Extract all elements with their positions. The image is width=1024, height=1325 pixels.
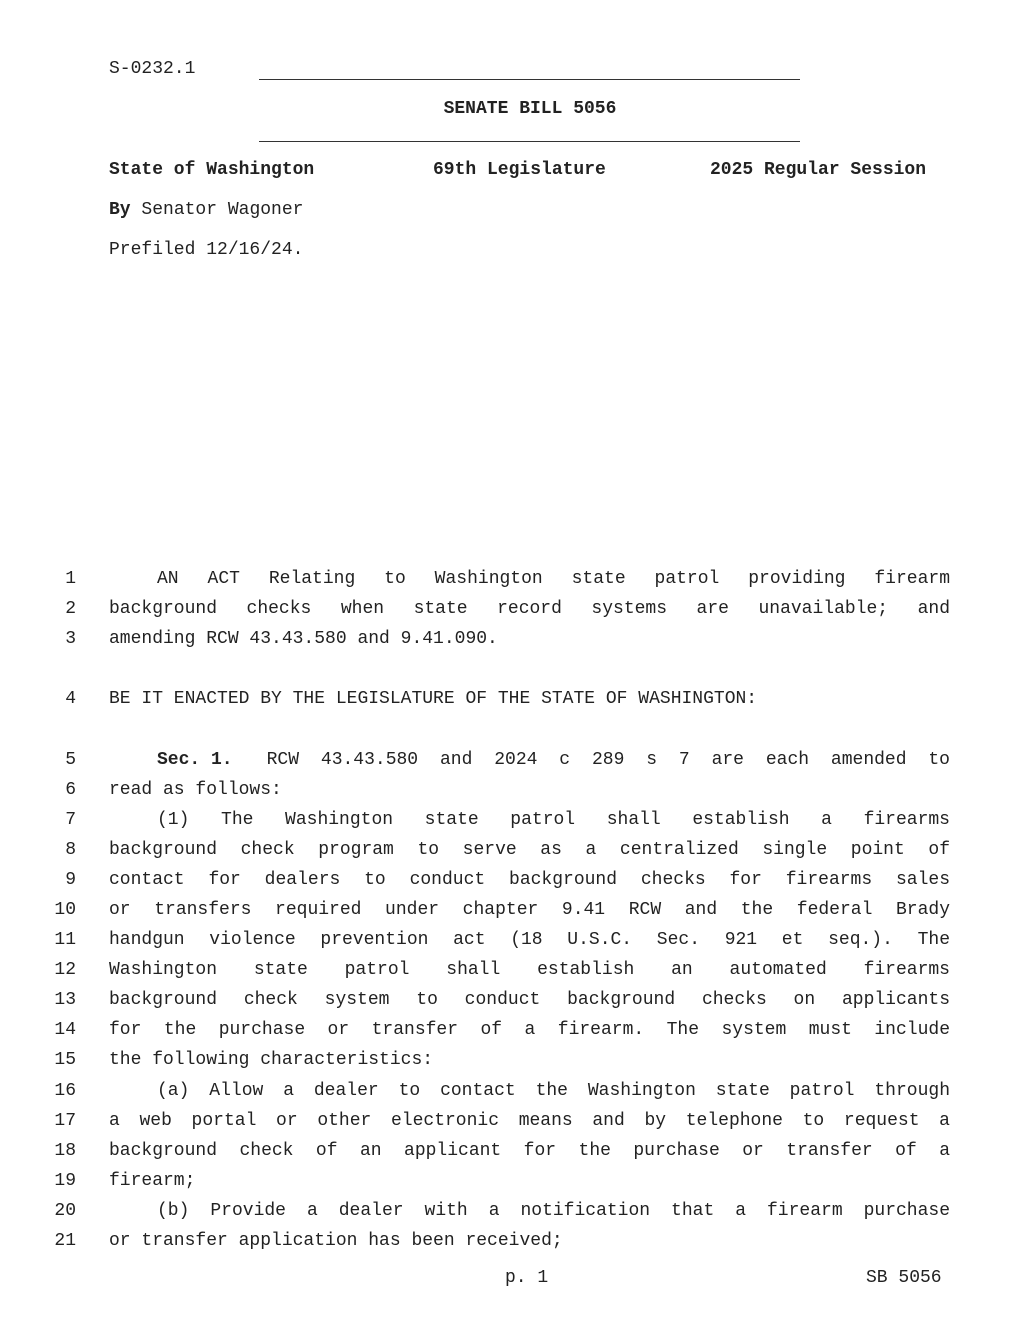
by-label: By — [109, 200, 131, 220]
session-label: 2025 Regular Session — [710, 160, 927, 180]
body-line: (b) Provide a dealer with a notification that a firearm purchase — [157, 1201, 950, 1221]
section-heading-line — [109, 750, 950, 770]
line-number: 6 — [65, 780, 76, 800]
line-number: 19 — [54, 1171, 76, 1191]
line-number: 11 — [54, 930, 76, 950]
body-line: background check of an applicant for the purchase or transfer of a — [109, 1141, 950, 1161]
line-number: 13 — [54, 990, 76, 1010]
section-label: Sec. 1. — [157, 750, 233, 770]
body-line: AN ACT Relating to Washington state patrol providing firearm — [157, 569, 950, 589]
line-number: 9 — [65, 870, 76, 890]
bill-title: SENATE BILL 5056 — [443, 99, 617, 119]
line-number: 15 — [54, 1050, 76, 1070]
body-line: a web portal or other electronic means and by telephone to request a — [109, 1111, 950, 1131]
line-number: 21 — [54, 1231, 76, 1251]
footer-bill-id: SB 5056 — [866, 1268, 942, 1288]
line-number: 14 — [54, 1020, 76, 1040]
line-number: 2 — [65, 599, 76, 619]
line-number: 1 — [65, 569, 76, 589]
line-number: 10 — [54, 900, 76, 920]
body-line: handgun violence prevention act (18 U.S.C. Sec. 921 et seq.). The — [109, 930, 950, 950]
line-number: 18 — [54, 1141, 76, 1161]
line-number: 20 — [54, 1201, 76, 1221]
bottom-rule — [259, 141, 800, 142]
sponsor-name: Senator Wagoner — [141, 200, 304, 220]
line-number: 4 — [65, 689, 76, 709]
page-number: p. 1 — [505, 1268, 549, 1288]
enacting-clause: BE IT ENACTED BY THE LEGISLATURE OF THE STATE OF WASHINGTON: — [109, 689, 758, 709]
state-label: State of Washington — [109, 160, 315, 180]
prefiled-date: Prefiled 12/16/24. — [109, 240, 304, 260]
body-line: or transfer application has been received; — [109, 1231, 563, 1251]
top-rule — [259, 79, 800, 80]
line-number: 17 — [54, 1111, 76, 1131]
line-number: 8 — [65, 840, 76, 860]
line-number: 3 — [65, 629, 76, 649]
body-line: contact for dealers to conduct background checks for firearms sales — [109, 870, 950, 890]
body-line: for the purchase or transfer of a firearm. The system must include — [109, 1020, 950, 1040]
body-line: or transfers required under chapter 9.41 RCW and the federal Brady — [109, 900, 950, 920]
body-line: (a) Allow a dealer to contact the Washington state patrol through — [157, 1081, 950, 1101]
body-line: read as follows: — [109, 780, 282, 800]
legislature-label: 69th Legislature — [433, 160, 606, 180]
line-number: 5 — [65, 750, 76, 770]
body-line: the following characteristics: — [109, 1050, 434, 1070]
sponsor-line — [109, 200, 303, 220]
bill-code: S-0232.1 — [109, 59, 196, 79]
line-number: 12 — [54, 960, 76, 980]
body-line: background checks when state record systems are unavailable; and — [109, 599, 950, 619]
body-line: RCW 43.43.580 and 2024 c 289 s 7 are each amended to — [266, 750, 950, 770]
body-line: firearm; — [109, 1171, 196, 1191]
body-line: (1) The Washington state patrol shall establish a firearms — [157, 810, 950, 830]
body-line: background check system to conduct background checks on applicants — [109, 990, 950, 1010]
body-line: Washington state patrol shall establish an automated firearms — [109, 960, 950, 980]
line-number: 16 — [54, 1081, 76, 1101]
body-line: background check program to serve as a centralized single point of — [109, 840, 950, 860]
line-number: 7 — [65, 810, 76, 830]
body-line: amending RCW 43.43.580 and 9.41.090. — [109, 629, 498, 649]
